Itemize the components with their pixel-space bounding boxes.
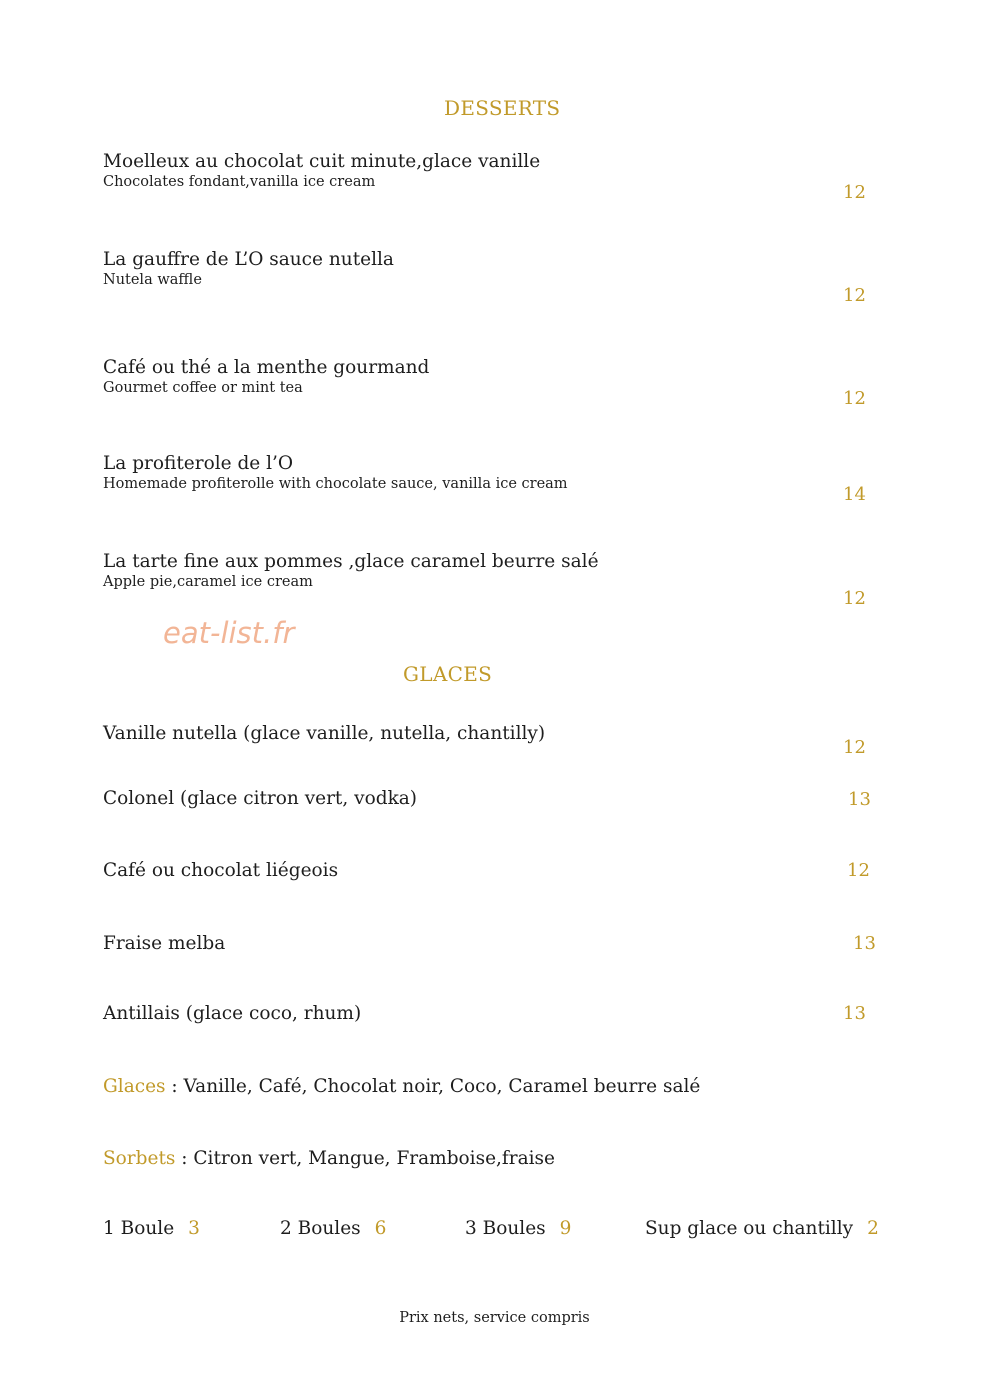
scoop-option-1 [103,1218,200,1239]
dessert-name-5: La tarte fine aux pommes ,glace caramel beurre salé [103,551,599,572]
dessert-price-5: 12 [843,588,866,609]
dessert-name-4: La profiterole de l’O [103,453,294,474]
scoop-label-1: 1 Boule [103,1218,175,1239]
dessert-price-2: 12 [843,285,866,306]
scoop-label-4: Sup glace ou chantilly [645,1218,854,1239]
watermark-logo: eat-list.fr [163,616,295,650]
glace-price-2: 13 [848,789,871,810]
scoop-label-3: 3 Boules [465,1218,546,1239]
scoop-option-3 [465,1218,571,1239]
dessert-sub-1: Chocolates fondant,vanilla ice cream [103,174,376,190]
dessert-sub-4: Homemade profiterolle with chocolate sauce, vanilla ice cream [103,476,568,492]
scoop-label-2: 2 Boules [280,1218,361,1239]
glace-price-4: 13 [853,933,876,954]
dessert-name-2: La gauffre de L’O sauce nutella [103,249,394,270]
dessert-sub-3: Gourmet coffee or mint tea [103,380,303,396]
glace-name-3: Café ou chocolat liégeois [103,860,339,881]
scoop-option-4 [645,1218,879,1239]
dessert-price-1: 12 [843,182,866,203]
scoop-price-3: 9 [559,1218,572,1239]
dessert-name-3: Café ou thé a la menthe gourmand [103,357,430,378]
glaces-flavors-line [103,1076,700,1097]
glace-price-1: 12 [843,737,866,758]
scoop-price-2: 6 [374,1218,387,1239]
desserts-title: DESSERTS [444,96,561,120]
glaces-flavors-label: Glaces [103,1076,166,1097]
dessert-price-4: 14 [843,484,866,505]
glaces-flavors-list: : Vanille, Café, Chocolat noir, Coco, Caramel beurre salé [165,1076,701,1097]
scoop-price-4: 2 [867,1218,879,1239]
dessert-sub-5: Apple pie,caramel ice cream [103,574,313,590]
glace-name-2: Colonel (glace citron vert, vodka) [103,788,418,809]
dessert-sub-2: Nutela waffle [103,272,202,288]
glace-name-1: Vanille nutella (glace vanille, nutella, chantilly) [103,723,546,744]
sorbets-flavors-line [103,1148,555,1169]
scoop-price-1: 3 [188,1218,200,1239]
dessert-name-1: Moelleux au chocolat cuit minute,glace vanille [103,151,541,172]
footer-note: Prix nets, service compris [399,1310,590,1326]
sorbets-flavors-list: : Citron vert, Mangue, Framboise,fraise [175,1148,555,1169]
scoop-option-2 [280,1218,386,1239]
glace-price-3: 12 [847,860,870,881]
sorbets-flavors-label: Sorbets [103,1148,176,1169]
glaces-title: GLACES [403,662,493,686]
dessert-price-3: 12 [843,388,866,409]
glace-name-4: Fraise melba [103,933,226,954]
glace-name-5: Antillais (glace coco, rhum) [103,1003,362,1024]
glace-price-5: 13 [843,1003,866,1024]
